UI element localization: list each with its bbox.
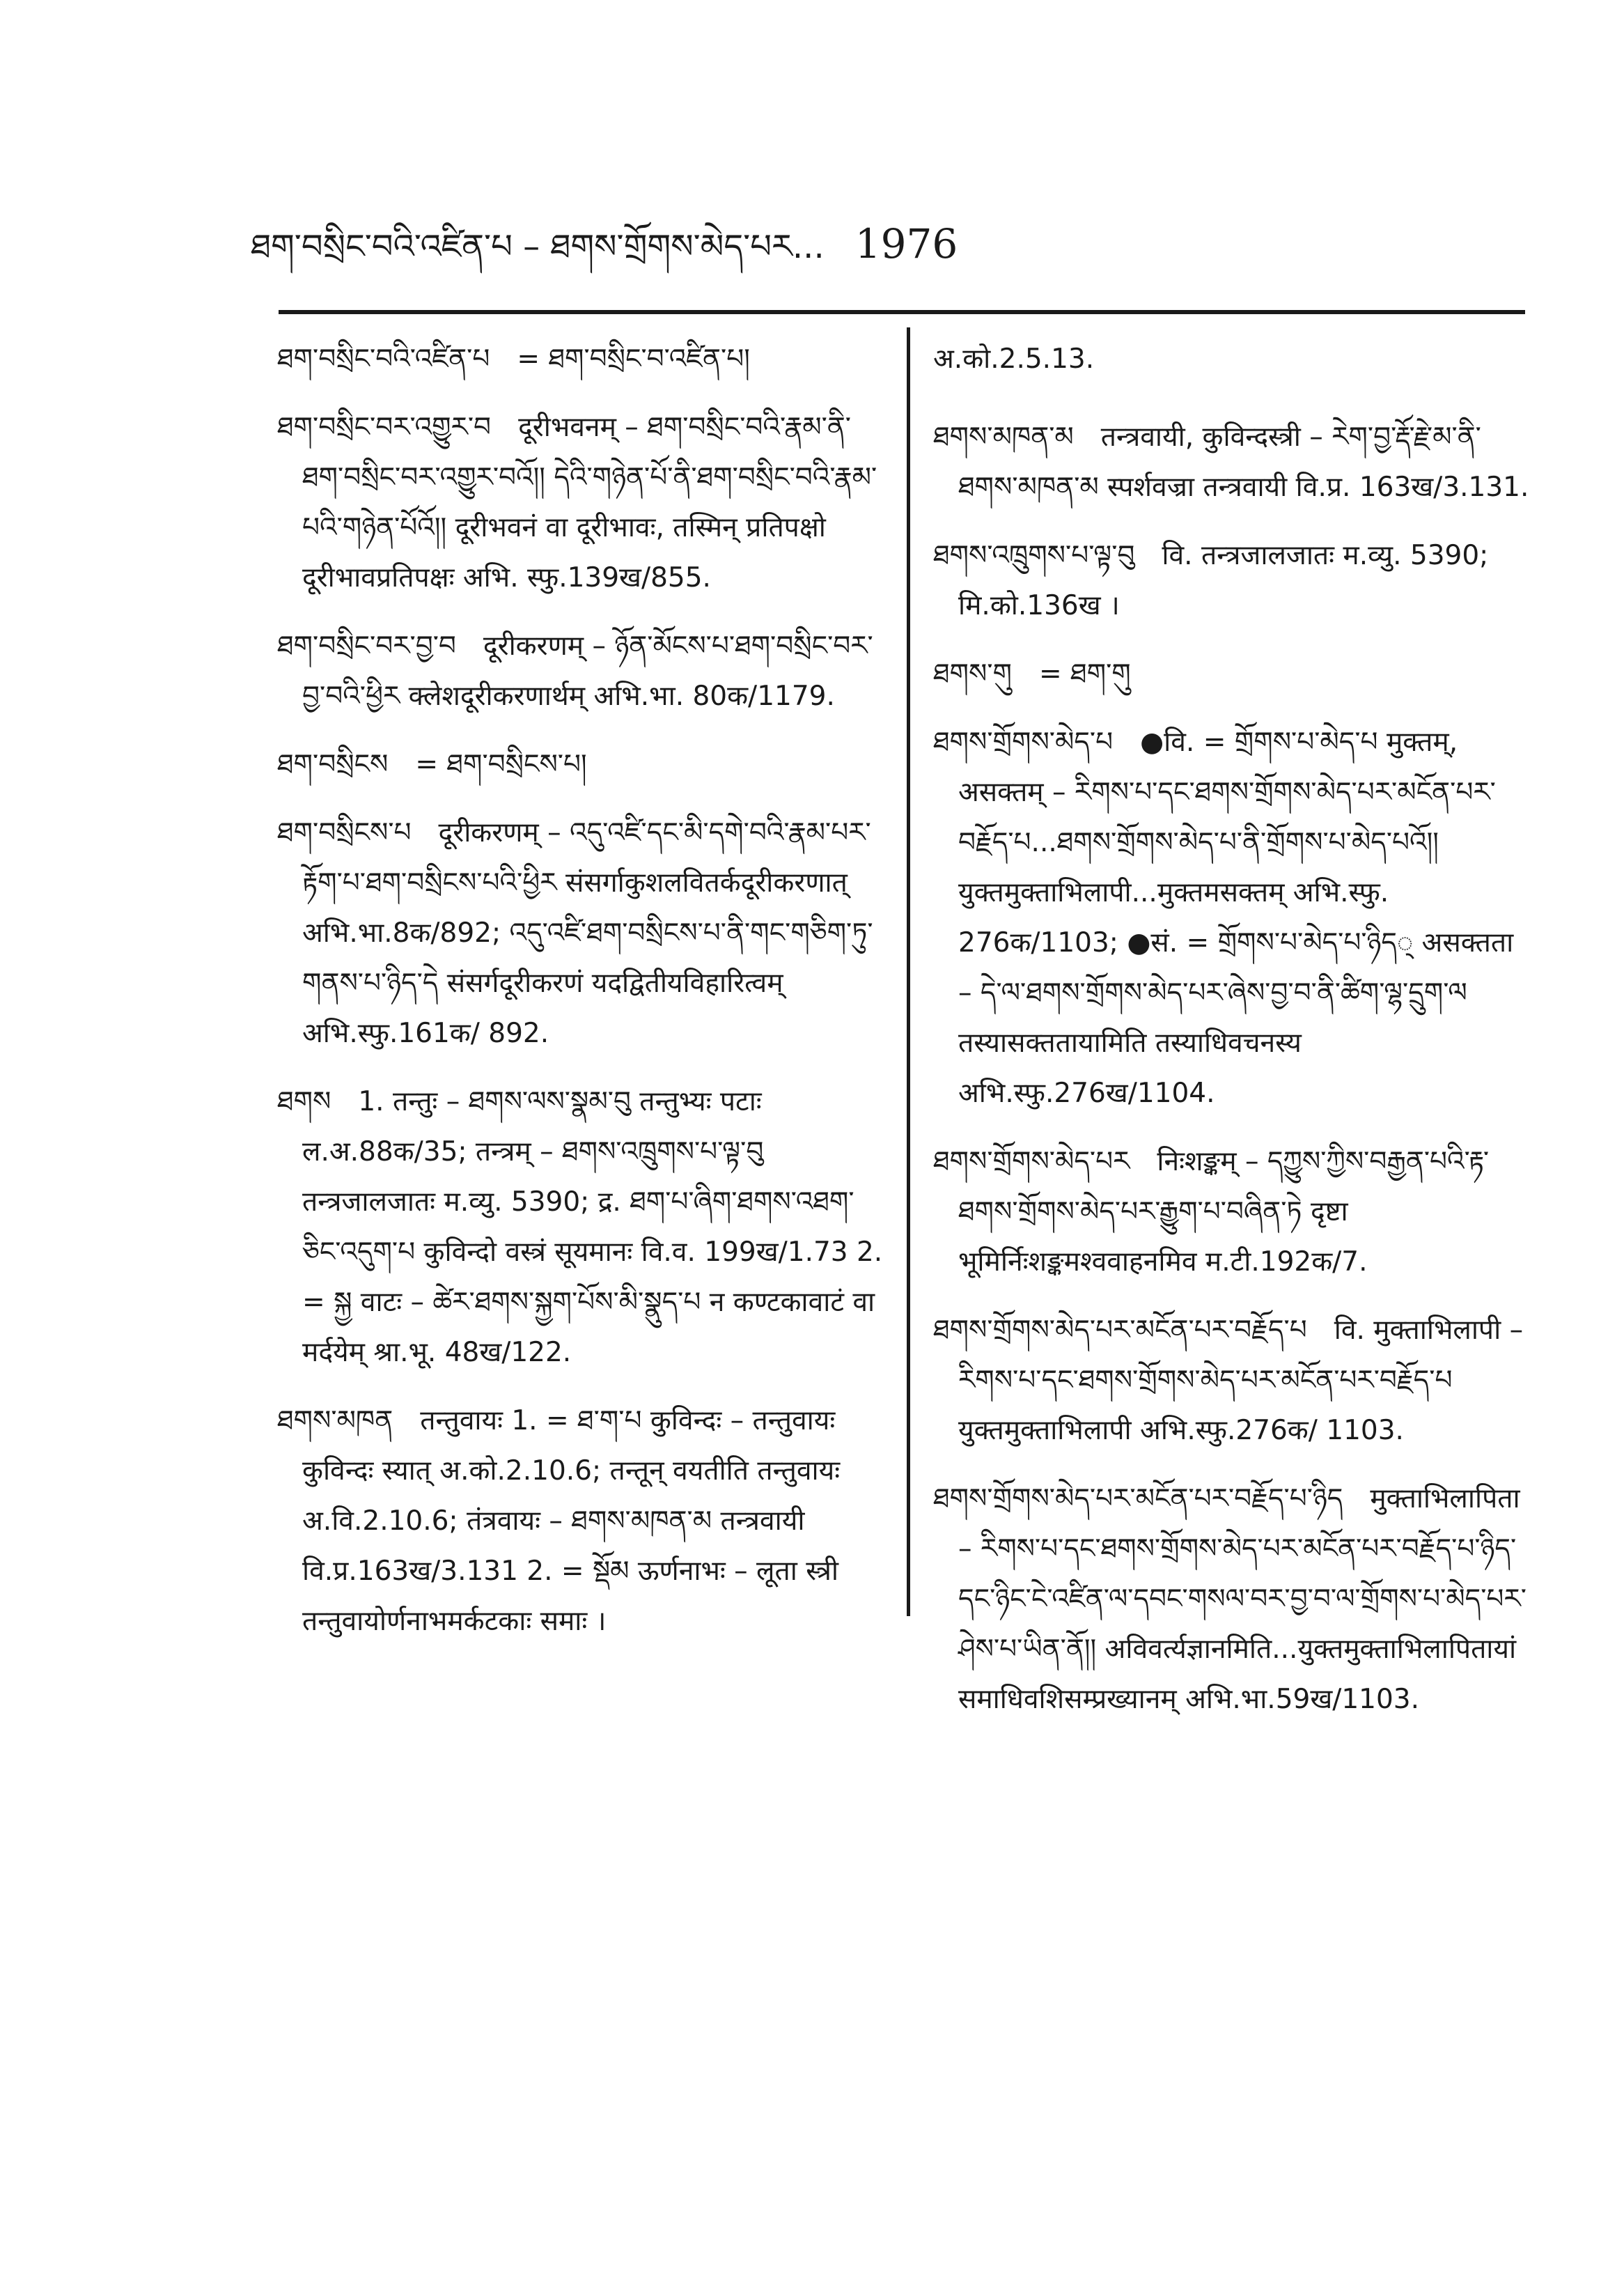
entry-headword: ཐགས་གུ bbox=[933, 658, 1012, 690]
entry-body: वि. तन्त्रजालजातः म.व्यु. 5390; मि.को.136ख । bbox=[958, 540, 1489, 621]
header-rule bbox=[279, 310, 1525, 314]
column-divider bbox=[907, 327, 910, 1616]
dictionary-entry bbox=[933, 412, 1532, 513]
entry-headword: ཐག་བསྲིང་བའི་འཛིན་པ bbox=[277, 343, 490, 375]
dictionary-entry bbox=[277, 403, 890, 603]
entry-body: दूरीकरणम् – ཉོན་མོངས་པ་ཐག་བསྲིང་བར་བྱ་བའི་ཕྱིར क्लेशदूरीकरणार्थम् अभि.भा. 80क/1179. bbox=[302, 630, 873, 712]
entry-headword: ཐགས་མཁན་མ bbox=[933, 421, 1074, 453]
entry-headword: ཐགས་མཁན bbox=[277, 1405, 393, 1436]
entry-continuation bbox=[933, 334, 1532, 385]
entry-body: निःशङ्कम् – དཀྱུས་ཀྱིས་བརྒྱན་པའི་རྟ་ཐགས་གྲོགས་མེད་པར་རྒྱུག་པ་བཞིན་ཏེ दृष्टा भूमिर्निःशङ्कमश्ववाहनमिव म.टी.192क/7. bbox=[958, 1146, 1490, 1278]
entry-headword: ཐག་བསྲིངས་པ bbox=[277, 817, 412, 848]
entry-body: दूरीकरणम् – འདུ་འཛི་དང་མི་དགེ་བའི་རྣམ་པར་རྟོག་པ་ཐག་བསྲིངས་པའི་ཕྱིར संसर्गाकुशलवितर्कदूरीकरणात् अभि.भा.8क/892; འདུ་འཛི་ཐག་བསྲིངས་པ་ནི་གང་གཅིག་ཏུ་གནས་པ་ཉིད་དེ संसर्गदूरीकरणं यदद्वितीयविहारित्वम् अभि.स्फु.161क/ 892. bbox=[302, 817, 873, 1049]
entry-body: तन्त्रवायी, कुविन्दस्त्री – རེག་བྱ་རྡོ་རྗེ་མ་ནི་ཐགས་མཁན་མ स्पर्शवज्रा तन्त्रवायी वि.प्र. 163ख/3.131. bbox=[958, 421, 1529, 503]
dictionary-entry bbox=[277, 1396, 890, 1647]
dictionary-entry bbox=[933, 718, 1532, 1119]
entry-headword: ཐགས་གྲོགས་མེད་པར་མངོན་པར་བརྗོད་པ་ཉིད bbox=[933, 1483, 1343, 1514]
entry-body: ●वि. = གྲོགས་པ་མེད་པ मुक्तम्, असक्तम् – རིགས་པ་དང་ཐགས་གྲོགས་མེད་པར་མངོན་པར་བརྗོད་པ...ཐགས་གྲོགས་མེད་པ་ནི་གྲོགས་པ་མེད་པའོ།། युक्तमुक्ताभिलापी...मुक्तमसक्तम् अभि.स्फु. 276क/1103; ●सं. = གྲོགས་པ་མེད་པ་ཉིད् असक्तता – དེ་ལ་ཐགས་གྲོགས་མེད་པར་ཞེས་བྱ་བ་ནི་ཚིག་ལྷ་དྲུག་ལ तस्यासक्ततायामिति तस्याधिवचनस्य अभि.स्फु.276ख/1104. bbox=[958, 727, 1514, 1109]
dictionary-entry bbox=[933, 1137, 1532, 1287]
dictionary-entry bbox=[277, 1077, 890, 1378]
dictionary-entry bbox=[933, 649, 1532, 699]
entry-body: 1. तन्तुः – ཐགས་ལས་སྣམ་བུ तन्तुभ्यः पटाः ल.अ.88क/35; तन्त्रम् – ཐགས་འཁྲུགས་པ་ལྟ་བུ तन्त्रजालजातः म.व्यु. 5390; द्र. ཐག་པ་ཞིག་ཐགས་འཐག་ཅིང་འདུག་པ कुविन्दो वस्त्रं सूयमानः वि.व. 199ख/1.73 2. = སྐྱ वाटः – ཚེར་ཐགས་སྐྱག་པོས་མི་སྣུད་པ न कण्टकावाटं वा मर्दयेम् श्रा.भू. 48ख/122. bbox=[302, 1086, 883, 1368]
dictionary-entry bbox=[277, 808, 890, 1059]
dictionary-entry bbox=[933, 1305, 1532, 1456]
entry-body: मुक्ताभिलापिता – རིགས་པ་དང་ཐགས་གྲོགས་མེད་པར་མངོན་པར་བརྗོད་པ་ཉིད་དང་ཉིང་ངེ་འཛིན་ལ་དབང་གསལ་བར་བྱ་བ་ལ་གྲོགས་པ་མེད་པར་ཤེས་པ་ཡིན་ནོ།། अविवर्त्यज्ञानमिति...युक्तमुक्ताभिलापितायां समाधिवशिसम्प्रख्यानम् अभि.भा.59ख/1103. bbox=[958, 1483, 1527, 1715]
dictionary-entry bbox=[933, 531, 1532, 631]
entry-headword: ཐགས་འཁྲུགས་པ་ལྟ་བུ bbox=[933, 540, 1135, 571]
dictionary-entry bbox=[933, 1474, 1532, 1725]
entry-headword: ཐགས་གྲོགས་མེད་པར་མངོན་པར་བརྗོད་པ bbox=[933, 1315, 1307, 1346]
entry-headword: ཐག་བསྲིངས bbox=[277, 749, 389, 780]
running-title: ཐག་བསྲིང་བའི་འཛིན་པ – ཐགས་གྲོགས་མེད་པར... bbox=[251, 227, 825, 266]
right-column bbox=[933, 334, 1532, 1743]
entry-headword: ཐགས་གྲོགས་མེད་པར bbox=[933, 1146, 1130, 1177]
entry-body: वि. मुक्ताभिलापी – རིགས་པ་དང་ཐགས་གྲོགས་མེད་པར་མངོན་པར་བརྗོད་པ युक्तमुक्ताभिलापी अभि.स्फु.276क/ 1103. bbox=[958, 1315, 1524, 1446]
page-number: 1976 bbox=[854, 220, 958, 267]
entry-headword: ཐགས་གྲོགས་མེད་པ bbox=[933, 727, 1114, 758]
entry-body: दूरीभवनम् – ཐག་བསྲིང་བའི་རྣམ་ནི་ཐག་བསྲིང་བར་འགྱུར་བའོ།། དེའི་གཉེན་པོ་ནི་ཐག་བསྲིང་བའི་རྣམ་པའི་གཉེན་པོའོ།། दूरीभवनं वा दूरीभावः, तस्मिन् प्रतिपक्षो दूरीभावप्रतिपक्षः अभि. स्फु.139ख/855. bbox=[302, 412, 877, 594]
dictionary-entry bbox=[277, 334, 890, 385]
entry-body: = ཐག་བསྲིངས་པ། bbox=[415, 749, 587, 780]
entry-body: तन्तुवायः 1. = ཐ་ག་པ कुविन्दः – तन्तुवायः कुविन्दः स्यात् अ.को.2.10.6; तन्तून् वयतीति तन्तुवायः अ.वि.2.10.6; तंत्रवायः – ཐགས་མཁན་མ तन्त्रवायी वि.प्र.163ख/3.131 2. = སྡོམ ऊर्णनाभः – लूता स्त्री तन्तुवायोर्णनाभमर्कटकाः समाः । bbox=[302, 1405, 841, 1637]
entry-headword: ཐག་བསྲིང་བར་འགྱུར་བ bbox=[277, 412, 492, 443]
entry-headword: ཐག་བསྲིང་བར་བྱ་བ bbox=[277, 630, 456, 662]
dictionary-entry bbox=[277, 621, 890, 722]
dictionary-entry bbox=[277, 740, 890, 790]
entry-headword: ཐགས bbox=[277, 1086, 331, 1117]
entry-body: = ཐག་གུ bbox=[1038, 658, 1131, 690]
entry-body: अ.को.2.5.13. bbox=[933, 343, 1095, 375]
left-column bbox=[277, 334, 890, 1665]
entry-body: = ཐག་བསྲིང་བ་འཛིན་པ། bbox=[517, 343, 750, 375]
page-header bbox=[251, 205, 1504, 282]
